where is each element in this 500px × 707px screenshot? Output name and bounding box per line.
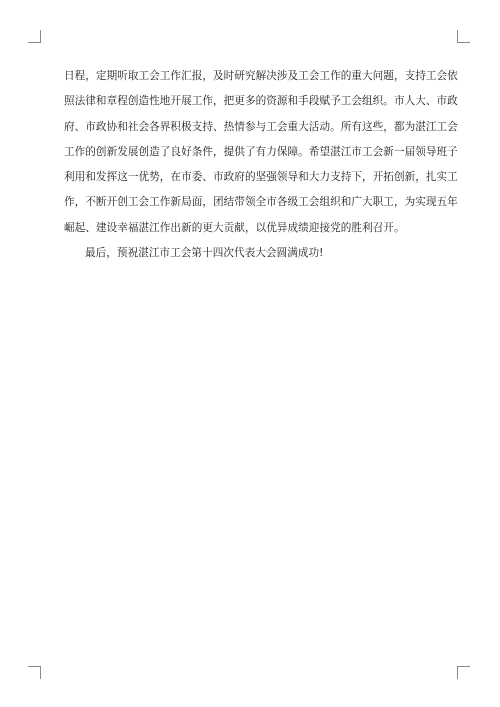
crop-mark-top-left: [28, 30, 41, 43]
text-line: 工作的创新发展创造了良好条件，提供了有力保障。希望湛江市工会新一届领导班子: [64, 145, 458, 158]
closing-line: 最后，预祝湛江市工会第十四次代表大会圆满成功!: [85, 247, 324, 260]
crop-mark-top-right: [457, 30, 470, 43]
text-line: 照法律和章程创造性地开展工作，把更多的资源和手段赋予工会组织。市人大、市政: [64, 95, 458, 108]
text-line: 府、市政协和社会各界积极支持、热情参与工会重大活动。所有这些，都为湛江工会: [64, 120, 458, 133]
paragraph-1: [64, 64, 458, 241]
text-line: 利用和发挥这一优势，在市委、市政府的坚强领导和大力支持下，开拓创新，扎实工: [64, 171, 458, 184]
text-line: 作，不断开创工会工作新局面，团结带领全市各级工会组织和广大职工，为实现五年: [64, 196, 458, 209]
paragraph-2: [64, 241, 444, 266]
crop-mark-bottom-right: [457, 666, 470, 679]
document-body: [64, 64, 458, 266]
text-line: 崛起、建设幸福湛江作出新的更大贡献，以优异成绩迎接党的胜利召开。: [64, 221, 405, 234]
text-line: 日程，定期听取工会工作汇报，及时研究解决涉及工会工作的重大问题，支持工会依: [64, 70, 458, 82]
crop-mark-bottom-left: [28, 666, 41, 679]
